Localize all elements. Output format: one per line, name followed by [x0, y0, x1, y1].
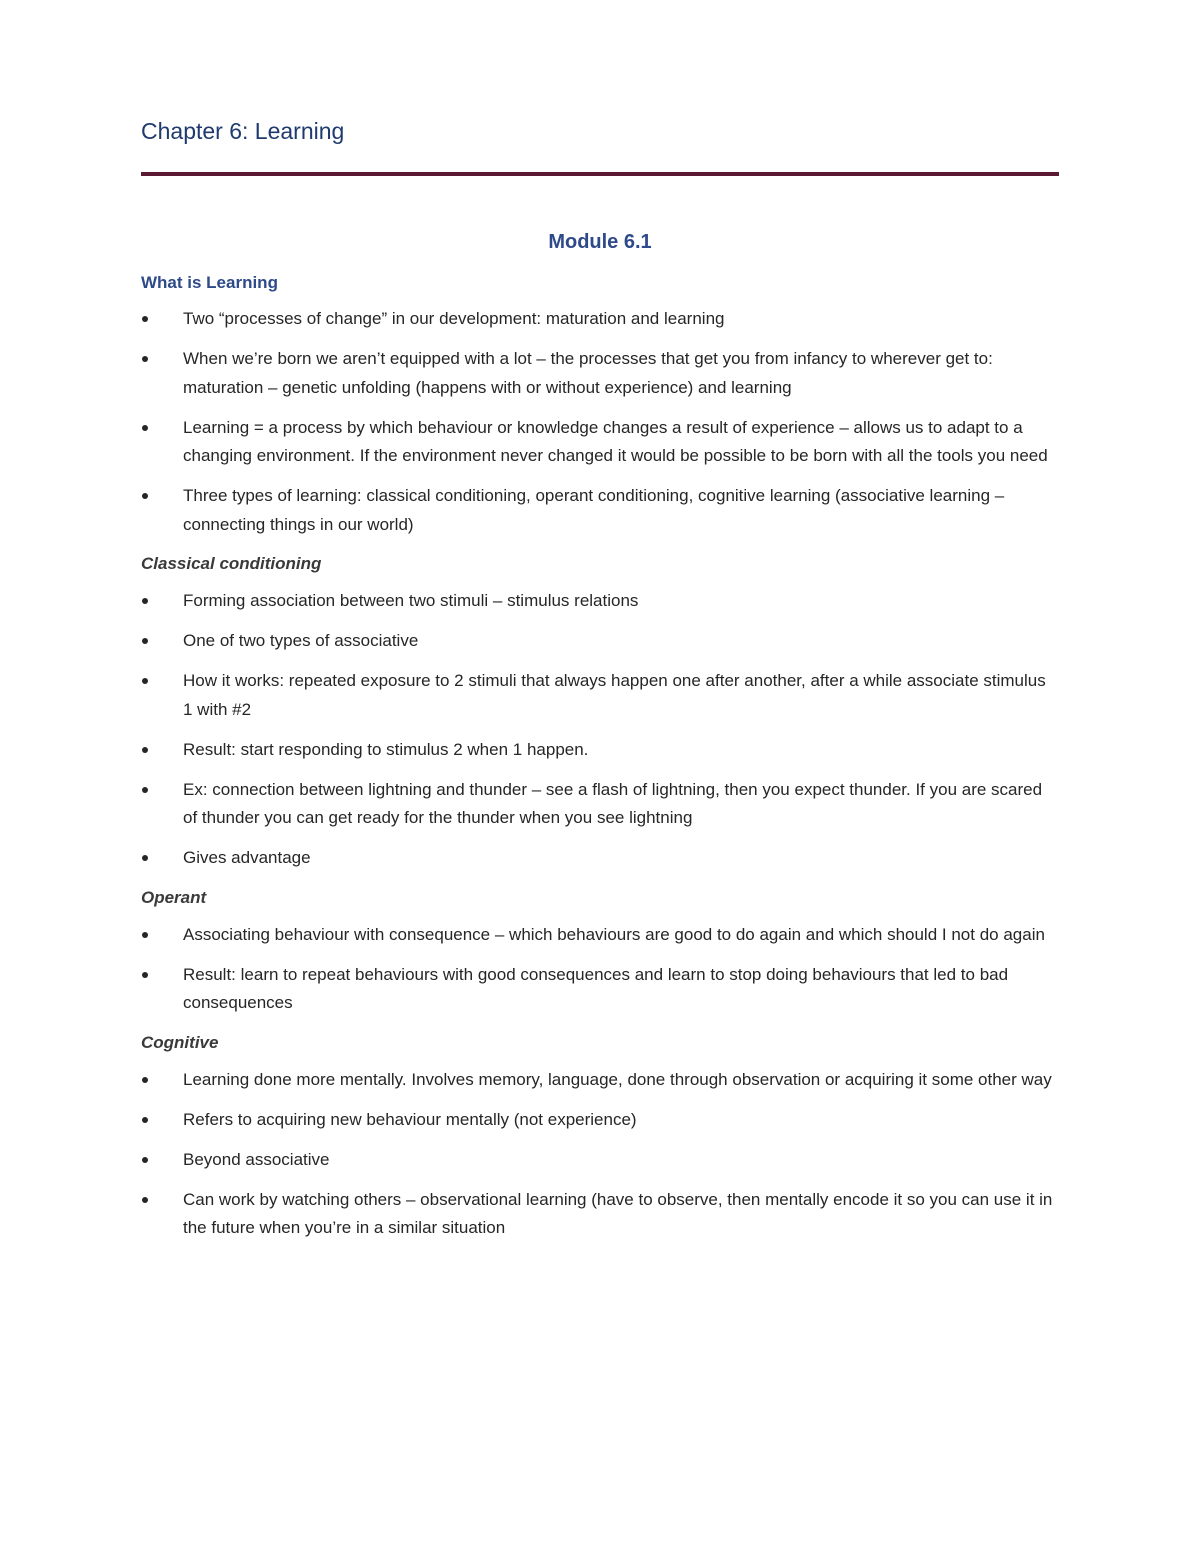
bullet-icon — [142, 316, 148, 322]
bullet-icon — [142, 1157, 148, 1163]
bullet-icon — [142, 638, 148, 644]
module-title: Module 6.1 — [548, 231, 652, 253]
list-item — [141, 627, 1059, 656]
bullet-icon — [142, 787, 148, 793]
list-item — [141, 1186, 1059, 1243]
list-item-text: Beyond associative — [183, 1149, 330, 1169]
list-item-text: Associating behaviour with consequence – which behaviours are good to do again and which should I not do again — [183, 924, 1045, 944]
list-item-text: Result: learn to repeat behaviours with good consequences and learn to stop doing behaviours that led to bad consequences — [183, 964, 1009, 1012]
bullet-icon — [142, 1117, 148, 1123]
title-rule — [141, 172, 1059, 176]
bullet-icon — [142, 493, 148, 499]
document-content — [141, 228, 1059, 1255]
section-heading: What is Learning — [141, 273, 278, 292]
bullet-icon — [142, 855, 148, 861]
list-item-text: Learning = a process by which behaviour or knowledge changes a result of experience – allows us to adapt to a changing environment. If the environment never changed it would be possible to be born with all the tools you need — [183, 417, 1048, 465]
operant-bullet-list — [141, 921, 1059, 1018]
list-item-text: When we’re born we aren’t equipped with a lot – the processes that get you from infancy to wherever get to: maturation – genetic unfolding (happens with or without experience) and learning — [183, 349, 993, 397]
list-item — [141, 482, 1059, 539]
bullet-icon — [142, 598, 148, 604]
cognitive-heading: Cognitive — [141, 1032, 219, 1052]
classical-heading: Classical conditioning — [141, 554, 322, 573]
list-item-text: How it works: repeated exposure to 2 stimuli that always happen one after another, after a while associate stimulus 1 with #2 — [183, 671, 1046, 719]
list-item-text: Two “processes of change” in our development: maturation and learning — [183, 309, 725, 328]
operant-heading: Operant — [141, 887, 207, 907]
list-item-text: Learning done more mentally. Involves memory, language, done through observation or acquiring it some other way — [183, 1069, 1052, 1089]
list-item — [141, 1146, 1059, 1175]
bullet-icon — [142, 972, 148, 978]
list-item — [141, 587, 1059, 616]
list-item-text: Three types of learning: classical conditioning, operant conditioning, cognitive learning (associative learning – connecting things in our world) — [183, 486, 1005, 534]
list-item-text: Result: start responding to stimulus 2 when 1 happen. — [183, 739, 589, 759]
bullet-icon — [142, 356, 148, 362]
list-item-text: Can work by watching others – observational learning (have to observe, then mentally encode it so you can use it in the future when you’re in a similar situation — [183, 1189, 1053, 1237]
list-item — [141, 776, 1059, 833]
bullet-icon — [142, 747, 148, 753]
classical-bullet-list — [141, 587, 1059, 873]
list-item — [141, 844, 1059, 873]
list-item — [141, 414, 1059, 471]
bullet-icon — [142, 425, 148, 431]
list-item-text: Ex: connection between lightning and thunder – see a flash of lightning, then you expect thunder. If you are scared of thunder you can get ready for the thunder when you see lightning — [183, 779, 1043, 827]
bullet-icon — [142, 932, 148, 938]
list-item — [141, 345, 1059, 402]
intro-bullet-list — [141, 305, 1059, 539]
list-item — [141, 1066, 1059, 1095]
list-item-text: One of two types of associative — [183, 631, 419, 650]
list-item — [141, 305, 1059, 334]
list-item — [141, 1106, 1059, 1135]
list-item-text: Refers to acquiring new behaviour mentally (not experience) — [183, 1109, 637, 1129]
bullet-icon — [142, 678, 148, 684]
chapter-title: Chapter 6: Learning — [141, 118, 345, 144]
list-item — [141, 921, 1059, 950]
list-item — [141, 667, 1059, 724]
list-item-text: Gives advantage — [183, 848, 311, 867]
list-item — [141, 736, 1059, 765]
list-item-text: Forming association between two stimuli – stimulus relations — [183, 591, 639, 610]
bullet-icon — [142, 1077, 148, 1083]
cognitive-bullet-list — [141, 1066, 1059, 1243]
list-item — [141, 961, 1059, 1018]
bullet-icon — [142, 1197, 148, 1203]
